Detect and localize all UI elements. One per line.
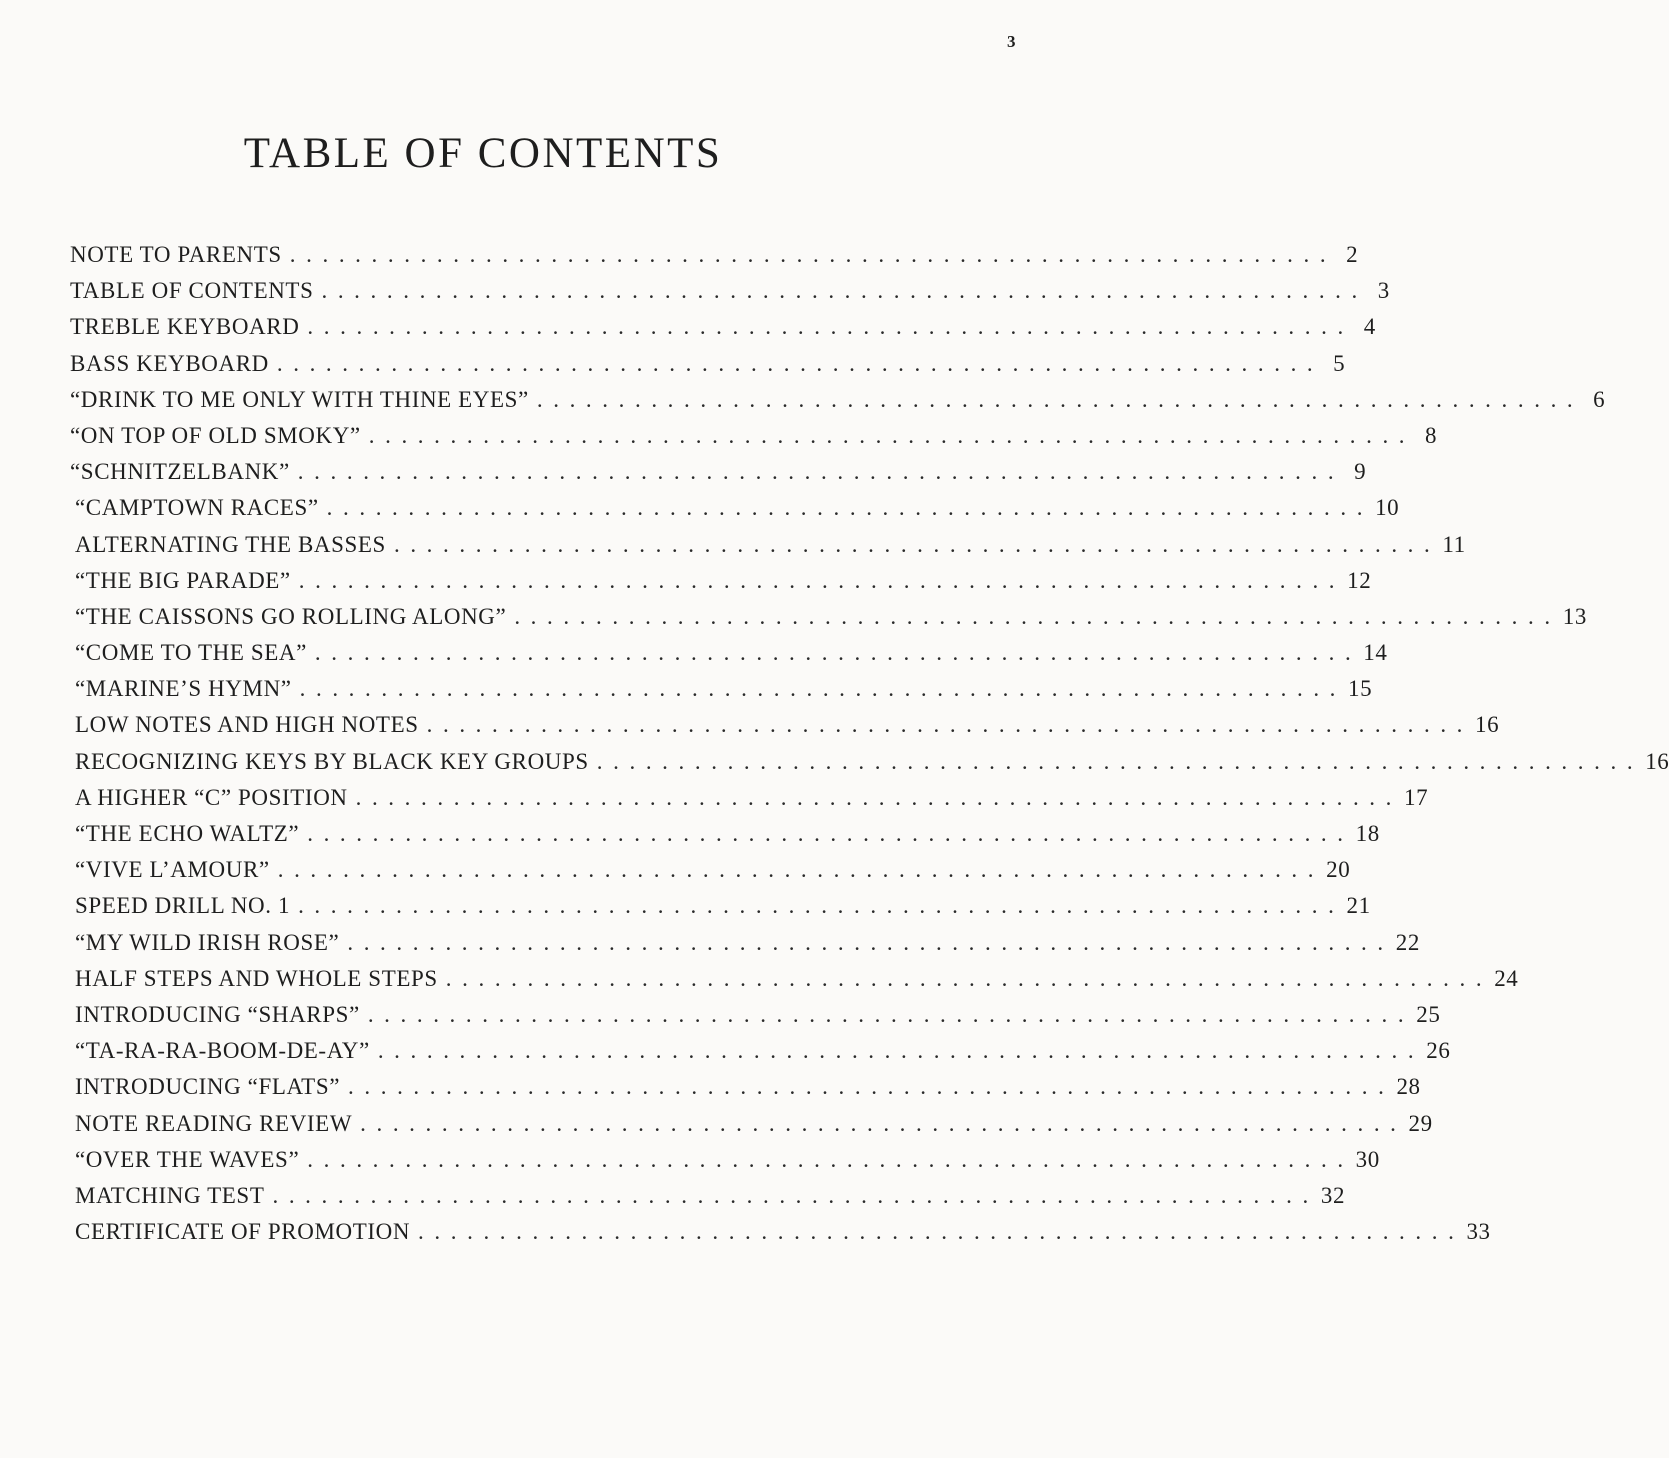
toc-entry [70, 893, 1371, 929]
toc-entry-page-number: 30 [1355, 1146, 1380, 1172]
toc-dot-leader: ................................................................ [355, 784, 1403, 810]
toc-entry-page-number: 6 [1593, 386, 1606, 412]
toc-entry-title: LOW NOTES AND HIGH NOTES [75, 712, 419, 738]
toc-entry-title: “MARINE’S HYMN” [75, 676, 292, 702]
toc-entry-page-number: 3 [1377, 278, 1390, 304]
toc-dot-leader: ................................................................ [272, 1182, 1319, 1208]
toc-dot-leader: ................................................................ [307, 1146, 1354, 1172]
toc-dot-leader: ................................................................ [298, 893, 1345, 919]
toc-dot-leader: ................................................................ [426, 712, 1474, 738]
toc-entry-title: RECOGNIZING KEYS BY BLACK KEY GROUPS [75, 748, 589, 774]
toc-entry [70, 929, 1420, 966]
toc-dot-leader: ................................................................ [393, 531, 1441, 557]
toc-entry [70, 386, 1606, 423]
toc-dot-leader: ................................................................ [314, 640, 1362, 666]
toc-entry-page-number: 14 [1363, 640, 1388, 666]
toc-entry-title: HALF STEPS AND WHOLE STEPS [75, 965, 438, 991]
toc-entry [70, 1038, 1451, 1074]
toc-entry [70, 748, 1669, 785]
toc-dot-leader: ................................................................ [368, 422, 1416, 448]
toc-entry-title: “MY WILD IRISH ROSE” [75, 929, 340, 955]
toc-entry-page-number: 25 [1416, 1001, 1441, 1027]
toc-dot-leader: ................................................................ [307, 821, 1354, 846]
toc-entry [70, 1182, 1346, 1219]
toc-dot-leader: ................................................................ [321, 278, 1368, 304]
toc-entry [70, 676, 1373, 712]
table-of-contents [70, 242, 1669, 1255]
page-number: 3 [1007, 32, 1016, 51]
toc-entry-page-number: 16 [1645, 748, 1669, 774]
toc-dot-leader: ................................................................ [307, 314, 1354, 340]
toc-entry-page-number: 22 [1395, 929, 1420, 955]
toc-dot-leader: ................................................................ [377, 1038, 1425, 1064]
toc-dot-leader: ................................................................ [445, 965, 1493, 991]
toc-entry [70, 1074, 1421, 1110]
toc-entry-page-number: 33 [1466, 1219, 1491, 1245]
toc-entry-page-number: 2 [1346, 242, 1359, 267]
toc-entry-page-number: 24 [1494, 965, 1519, 991]
toc-entry [70, 278, 1390, 314]
toc-entry-page-number: 10 [1375, 495, 1400, 521]
toc-entry-page-number: 16 [1475, 712, 1500, 738]
toc-entry-title: “VIVE L’AMOUR” [75, 857, 270, 883]
toc-dot-leader: ................................................................ [326, 495, 1374, 521]
toc-dot-leader: ................................................................ [514, 603, 1561, 629]
toc-dot-leader: ................................................................ [596, 748, 1644, 774]
toc-entry-title: “COME TO THE SEA” [75, 640, 307, 666]
toc-entry-page-number: 26 [1426, 1038, 1451, 1064]
toc-entry-page-number: 20 [1326, 857, 1351, 883]
toc-entry-title: NOTE TO PARENTS [70, 242, 282, 267]
toc-entry [70, 821, 1380, 857]
toc-entry-title: “THE BIG PARADE” [75, 567, 291, 593]
toc-dot-leader: ................................................................ [277, 857, 1325, 883]
toc-entry-page-number: 8 [1425, 422, 1438, 448]
toc-entry-title: MATCHING TEST [75, 1182, 265, 1208]
toc-entry-page-number: 29 [1408, 1110, 1433, 1136]
toc-dot-leader: ................................................................ [298, 567, 1346, 593]
toc-entry-page-number: 17 [1404, 784, 1429, 810]
toc-dot-leader: ................................................................ [348, 1074, 1395, 1100]
toc-dot-leader: ................................................................ [536, 386, 1584, 412]
toc-entry [70, 965, 1519, 1002]
toc-entry-page-number: 9 [1354, 459, 1367, 485]
toc-entry-title: ALTERNATING THE BASSES [75, 531, 386, 557]
toc-entry [70, 495, 1400, 531]
toc-dot-leader: ................................................................ [347, 929, 1394, 955]
toc-entry-page-number: 11 [1442, 531, 1466, 557]
toc-entry [70, 712, 1500, 748]
toc-entry [70, 567, 1372, 604]
toc-entry [70, 1146, 1380, 1183]
toc-entry-title: “THE CAISSONS GO ROLLING ALONG” [75, 603, 507, 629]
toc-dot-leader: ................................................................ [299, 676, 1347, 702]
toc-entry-title: NOTE READING REVIEW [75, 1110, 353, 1136]
toc-dot-leader: ................................................................ [367, 1001, 1415, 1027]
toc-entry [70, 784, 1429, 821]
toc-entry-title: “SCHNITZELBANK” [70, 459, 290, 485]
toc-entry [70, 314, 1376, 350]
toc-dot-leader: ................................................................ [360, 1110, 1407, 1136]
toc-dot-leader: ................................................................ [276, 350, 1324, 376]
toc-entry [70, 459, 1367, 495]
toc-entry-title: TREBLE KEYBOARD [70, 314, 300, 340]
toc-entry-title: “OVER THE WAVES” [75, 1146, 300, 1172]
page-title: TABLE OF CONTENTS [243, 130, 723, 177]
toc-entry [70, 1110, 1433, 1147]
toc-entry [70, 350, 1346, 387]
toc-entry [70, 422, 1438, 459]
toc-entry-page-number: 15 [1348, 676, 1373, 702]
toc-entry-title: INTRODUCING “FLATS” [75, 1074, 341, 1100]
toc-entry-title: A HIGHER “C” POSITION [75, 784, 348, 810]
toc-entry-title: TABLE OF CONTENTS [70, 278, 314, 304]
toc-entry-page-number: 28 [1396, 1074, 1421, 1100]
toc-entry-title: SPEED DRILL NO. 1 [75, 893, 291, 919]
toc-entry-title: “CAMPTOWN RACES” [75, 495, 319, 521]
toc-dot-leader: ................................................................ [418, 1219, 1465, 1245]
toc-entry-title: “THE ECHO WALTZ” [75, 821, 300, 846]
toc-entry-page-number: 5 [1333, 350, 1346, 376]
toc-entry-page-number: 32 [1320, 1182, 1346, 1208]
toc-entry-title: CERTIFICATE OF PROMOTION [75, 1219, 411, 1245]
toc-dot-leader: ................................................................ [289, 242, 1337, 267]
toc-entry [70, 531, 1466, 568]
toc-entry-page-number: 12 [1347, 567, 1372, 593]
toc-entry [70, 640, 1388, 676]
toc-entry-title: BASS KEYBOARD [70, 350, 269, 376]
toc-entry [70, 1001, 1441, 1038]
toc-entry-title: “DRINK TO ME ONLY WITH THINE EYES” [70, 386, 529, 412]
toc-entry-title: INTRODUCING “SHARPS” [75, 1001, 360, 1027]
toc-entry [70, 242, 1359, 278]
toc-entry [70, 1219, 1491, 1255]
toc-entry-page-number: 21 [1346, 893, 1371, 919]
toc-entry-title: “TA-RA-RA-BOOM-DE-AY” [75, 1038, 370, 1064]
toc-entry-page-number: 4 [1363, 314, 1376, 340]
toc-entry [70, 857, 1351, 893]
toc-entry-page-number: 18 [1355, 821, 1380, 846]
toc-entry-title: “ON TOP OF OLD SMOKY” [70, 422, 361, 448]
toc-dot-leader: ................................................................ [297, 459, 1345, 485]
toc-entry-page-number: 13 [1562, 603, 1587, 629]
toc-entry [70, 603, 1587, 640]
